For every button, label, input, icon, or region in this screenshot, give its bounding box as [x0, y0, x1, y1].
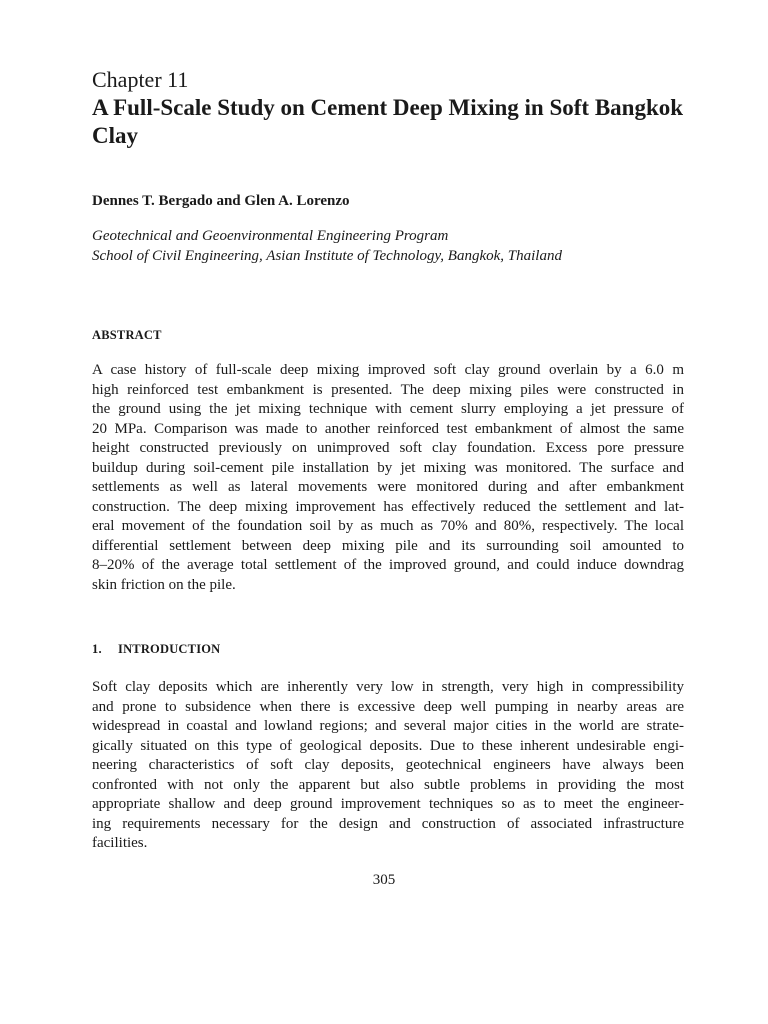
introduction-line: facilities.	[92, 835, 148, 851]
abstract-line: buildup during soil-cement pile installation by jet mixing was monitored. The surface and	[92, 459, 684, 476]
abstract-line: eral movement of the foundation soil by as much as 70% and 80%, respectively. The local	[92, 518, 684, 534]
affiliation-school: School of Civil Engineering, Asian Institute of Technology, Bangkok, Thailand	[92, 248, 562, 264]
section-title: INTRODUCTION	[118, 642, 221, 656]
abstract-line: height constructed previously on unimproved soft clay foundation. Excess pore pressure	[92, 440, 684, 456]
chapter-title: A Full-Scale Study on Cement Deep Mixing in Soft Bangkok Clay	[92, 95, 684, 148]
abstract-line: skin friction on the pile.	[92, 576, 236, 593]
introduction-line: ing requirements necessary for the design and construction of associated infrastructure	[92, 815, 684, 832]
affiliation	[92, 226, 562, 266]
abstract-body	[92, 361, 684, 595]
abstract-line: 8–20% of the average total settlement of the improved ground, and could induce downdrag	[92, 557, 684, 573]
abstract-line: high reinforced test embankment is presented. The deep mixing piles were constructed in	[92, 381, 684, 398]
introduction-body	[92, 678, 684, 854]
abstract-line: differential settlement between deep mixing pile and its surrounding soil amounted to	[92, 537, 684, 554]
abstract-line: A case history of full-scale deep mixing improved soft clay ground overlain by a 6.0 m	[92, 362, 684, 378]
abstract-line: 20 MPa. Comparison was made to another reinforced test embankment of almost the same	[92, 420, 684, 437]
introduction-line: neering characteristics of soft clay deposits, geotechnical engineers have always been	[92, 757, 684, 773]
introduction-heading	[92, 640, 220, 658]
affiliation-program: Geotechnical and Geoenvironmental Engineering Program	[92, 228, 449, 244]
authors: Dennes T. Bergado and Glen A. Lorenzo	[92, 193, 350, 209]
section-number: 1.	[92, 642, 102, 656]
introduction-line: Soft clay deposits which are inherently very low in strength, very high in compressibility	[92, 679, 684, 695]
chapter-label: Chapter 11	[92, 67, 189, 92]
introduction-line: and prone to subsidence when there is excessive deep well pumping in nearby areas are	[92, 698, 684, 715]
abstract-heading: ABSTRACT	[92, 328, 162, 342]
introduction-line: widespread in coastal and lowland regions; and several major cities in the world are strate-	[92, 718, 684, 734]
abstract-line: settlements as well as lateral movements were monitored during and after embankment	[92, 479, 684, 495]
introduction-line: appropriate shallow and deep ground improvement techniques so as to meet the engineer-	[92, 796, 684, 812]
abstract-line: the ground using the jet mixing technique with cement slurry employing a jet pressure of	[92, 401, 684, 417]
page-number: 305	[372, 872, 396, 888]
introduction-line: confronted with not only the apparent but also subtle problems in providing the most	[92, 776, 684, 793]
introduction-line: gically situated on this type of geological deposits. Due to these inherent undesirable engi-	[92, 737, 684, 754]
abstract-line: construction. The deep mixing improvement has effectively reduced the settlement and lat-	[92, 498, 684, 515]
